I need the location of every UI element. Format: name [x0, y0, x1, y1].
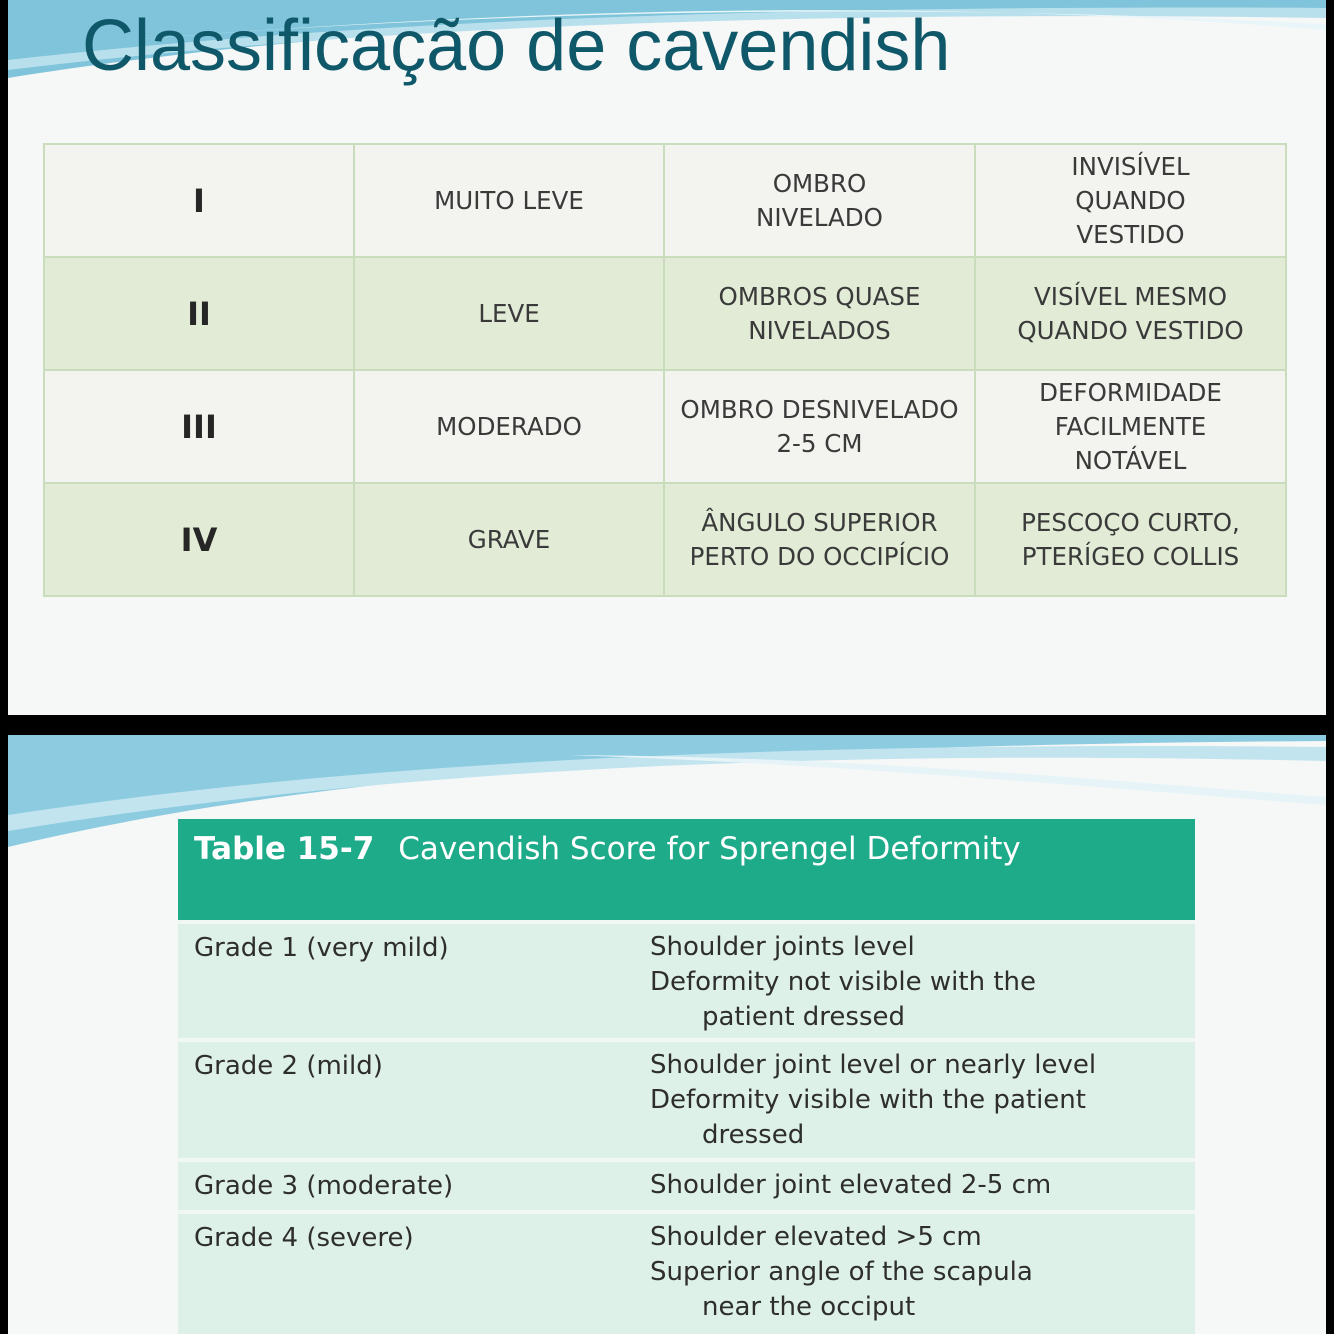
- page-title: Classificação de cavendish: [82, 6, 951, 86]
- description-line: Shoulder elevated >5 cm: [650, 1222, 982, 1252]
- grade-cell: II: [44, 257, 354, 370]
- grade-description: [650, 1220, 1190, 1325]
- shoulder-cell: OMBRO DESNIVELADO 2-5 CM: [664, 370, 975, 483]
- visibility-cell: INVISÍVEL QUANDO VESTIDO: [975, 144, 1286, 257]
- visibility-cell: PESCOÇO CURTO, PTERÍGEO COLLIS: [975, 483, 1286, 596]
- grade-description: [650, 930, 1190, 1035]
- grade-label: Grade 1 (very mild): [194, 933, 449, 963]
- slide-english: [8, 735, 1326, 1334]
- visibility-cell: DEFORMIDADE FACILMENTE NOTÁVEL: [975, 370, 1286, 483]
- grade-cell: IV: [44, 483, 354, 596]
- table-row: [178, 920, 1195, 1038]
- shoulder-cell: OMBRO NIVELADO: [664, 144, 975, 257]
- grade-label: Grade 2 (mild): [194, 1051, 383, 1081]
- description-line: Shoulder joint elevated 2-5 cm: [650, 1170, 1052, 1200]
- classification-table: [43, 143, 1287, 597]
- slide-portuguese: [8, 0, 1326, 715]
- description-line: Deformity visible with the patient: [650, 1085, 1086, 1115]
- table-row: [44, 257, 1286, 370]
- description-line: patient dressed: [702, 1002, 905, 1032]
- grade-label: Grade 3 (moderate): [194, 1171, 454, 1201]
- severity-cell: LEVE: [354, 257, 664, 370]
- description-line: Superior angle of the scapula: [650, 1257, 1033, 1287]
- description-line: Shoulder joint level or nearly level: [650, 1050, 1097, 1080]
- visibility-cell: VISÍVEL MESMO QUANDO VESTIDO: [975, 257, 1286, 370]
- severity-cell: GRAVE: [354, 483, 664, 596]
- grade-cell: III: [44, 370, 354, 483]
- severity-cell: MUITO LEVE: [354, 144, 664, 257]
- grade-description: [650, 1048, 1190, 1153]
- table-row: [178, 1158, 1195, 1210]
- table-title: Cavendish Score for Sprengel Deformity: [398, 831, 1021, 867]
- book-table: [178, 819, 1195, 1334]
- description-line: Shoulder joints level: [650, 932, 915, 962]
- table-row: [44, 144, 1286, 257]
- severity-cell: MODERADO: [354, 370, 664, 483]
- grade-description: [650, 1168, 1190, 1203]
- grade-label: Grade 4 (severe): [194, 1223, 414, 1253]
- shoulder-cell: OMBROS QUASE NIVELADOS: [664, 257, 975, 370]
- table-row: [44, 370, 1286, 483]
- shoulder-cell: ÂNGULO SUPERIOR PERTO DO OCCIPÍCIO: [664, 483, 975, 596]
- table-number: Table 15-7: [194, 831, 375, 867]
- table-row: [44, 483, 1286, 596]
- description-line: Deformity not visible with the: [650, 967, 1037, 997]
- grade-cell: I: [44, 144, 354, 257]
- table-row: [178, 1038, 1195, 1158]
- table-row: [178, 1210, 1195, 1334]
- description-line: dressed: [702, 1120, 805, 1150]
- table-header: [178, 819, 1195, 920]
- description-line: near the occiput: [702, 1292, 916, 1322]
